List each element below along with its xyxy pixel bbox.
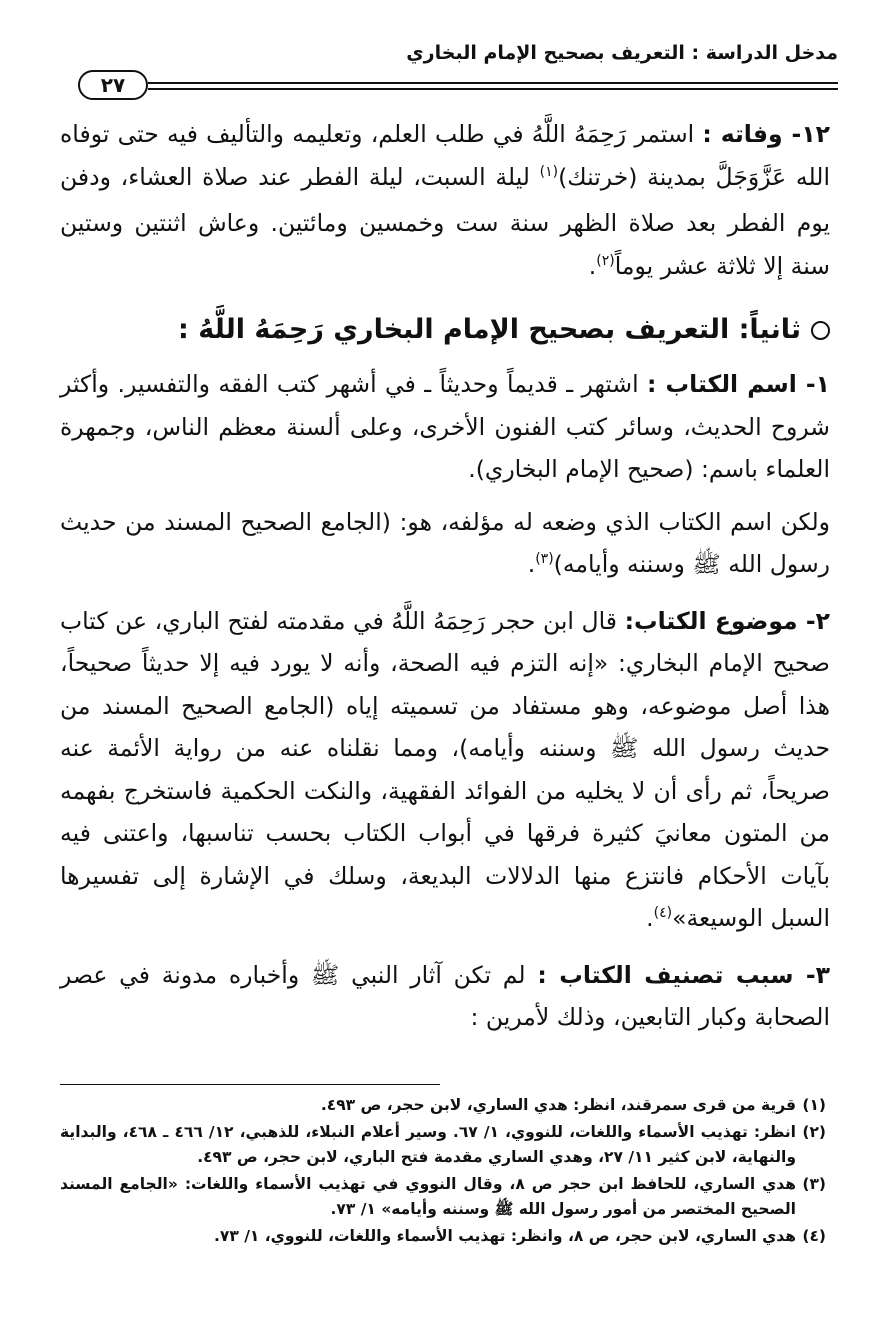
footnote-number: (٢) — [802, 1123, 826, 1141]
footnote-text: قرية من قرى سمرقند، انظر: هدي الساري، لابن حجر، ص ٤٩٣. — [320, 1096, 796, 1114]
footnotes — [60, 1084, 826, 1251]
paragraph-label: ٢- موضوع الكتاب: — [624, 606, 830, 635]
header-rule-top — [148, 82, 838, 84]
paragraph-label: ٣- سبب تصنيف الكتاب : — [537, 960, 831, 989]
footnote-ref-4: (٤) — [653, 905, 673, 921]
paragraph-end: . — [527, 550, 536, 578]
paragraph-end: . — [646, 904, 654, 932]
paragraph-label: ١- اسم الكتاب : — [647, 370, 830, 398]
footnote-text: هدي الساري، لابن حجر، ص ٨، وانظر: تهذيب الأسماء واللغات، للنووي، ١/ ٧٣. — [214, 1227, 796, 1245]
footnote-number: (٣) — [802, 1175, 826, 1193]
footnote — [60, 1093, 826, 1118]
section-heading-text: ثانياً: التعريف بصحيح الإمام البخاري رَحِمَهُ اللَّهُ : — [178, 314, 801, 345]
paragraph-text: قال ابن حجر رَحِمَهُ اللَّهُ في مقدمته لفتح الباري، عن كتاب صحيح الإمام البخاري: «إنه التزم فيه الصحة، وأنه لا يورد فيه إلا حديثاً صحيحاً، هذا أصل موضوعه، وهو مستفاد من تسميته إياه (الجامع الصحيح المسند من حديث رسول الله ﷺ وسننه وأيامه)، ومما نقلناه عنه من رواية الأئمة عنه صريحاً، ثم رأى أن لا يخليه من الفوائد الفقهية، والنكت الحكمية فاستخرج بفهمه من المتون معانيَ كثيرة فرقها في أبواب الكتاب بحسب تناسبها، واعتنى فيه بآيات الأحكام فانتزع منها الدلالات البديعة، وسلك في الإشارة إلى تفسيرها السبل الوسيعة» — [60, 606, 830, 932]
footnote-ref-1: (١) — [539, 163, 559, 180]
section-heading — [60, 309, 830, 351]
main-text — [60, 113, 830, 1039]
footnote — [60, 1120, 826, 1170]
paragraph-end: . — [588, 251, 597, 280]
footnote — [60, 1172, 826, 1222]
footnote-text: انظر: تهذيب الأسماء واللغات، للنووي، ١/ ٦٧. وسير أعلام النبلاء، للذهبي، ١٢/ ٤٦٦ ـ ٤٦٨، والبداية والنهاية، لابن كثير ١١/ ٢٧، وهدي الساري مقدمة فتح الباري، لابن حجر، ص ٤٩٣. — [60, 1123, 796, 1166]
header-rule-bottom — [148, 88, 838, 90]
footnote-number: (١) — [802, 1096, 826, 1114]
footnote-rule — [60, 1084, 440, 1085]
paragraph-label: ١٢- وفاته : — [702, 120, 830, 148]
paragraph-text: ولكن اسم الكتاب الذي وضعه له مؤلفه، هو: (الجامع الصحيح المسند من حديث رسول الله ﷺ وسننه وأيامه) — [60, 507, 830, 578]
paragraph-text: لم تكن آثار النبي ﷺ وأخباره مدونة في عصر الصحابة وكبار التابعين، وذلك لأمرين : — [60, 960, 830, 1031]
footnote-ref-2: (٢) — [596, 252, 615, 269]
paragraph-text: ليلة السبت، ليلة الفطر عند صلاة العشاء، ودفن يوم الفطر بعد صلاة الظهر سنة ست وخمسين ومائتين. وعاش اثنتين وستين سنة إلا ثلاثة عشر يوماً — [60, 162, 830, 280]
paragraph-full-title — [60, 501, 830, 590]
circle-bullet-icon — [811, 321, 830, 340]
paragraph-book-name — [60, 363, 830, 491]
footnote-text: هدي الساري، للحافظ ابن حجر ص ٨، وقال النووي في تهذيب الأسماء واللغات: «الجامع المسند الصحيح المختصر من أمور رسول الله ﷺ وسننه وأيامه» ١/ ٧٣. — [60, 1175, 797, 1218]
page-header — [78, 32, 838, 102]
paragraph-text: اشتهر ـ قديماً وحديثاً ـ في أشهر كتب الفقه والتفسير. وأكثر شروح الحديث، وسائر كتب الفنون الأخرى، وعلى ألسنة معظم الناس، وجمهرة العلماء باسم: (صحيح الإمام البخاري). — [60, 370, 830, 483]
running-title: مدخل الدراسة : التعريف بصحيح الإمام البخاري — [406, 42, 838, 64]
footnote-number: (٤) — [802, 1227, 826, 1245]
footnote — [60, 1224, 826, 1249]
footnote-ref-3: (٣) — [535, 551, 554, 567]
page-number: ٢٧ — [78, 70, 148, 100]
paragraph-reason — [60, 954, 830, 1039]
paragraph-book-topic — [60, 600, 830, 944]
paragraph-death — [60, 113, 830, 291]
paragraph-text: استمر رَحِمَهُ اللَّهُ في طلب العلم، وتعليمه والتأليف فيه حتى توفاه الله عَزَّوَجَلَّ بمدينة (خرتنك) — [60, 120, 830, 191]
